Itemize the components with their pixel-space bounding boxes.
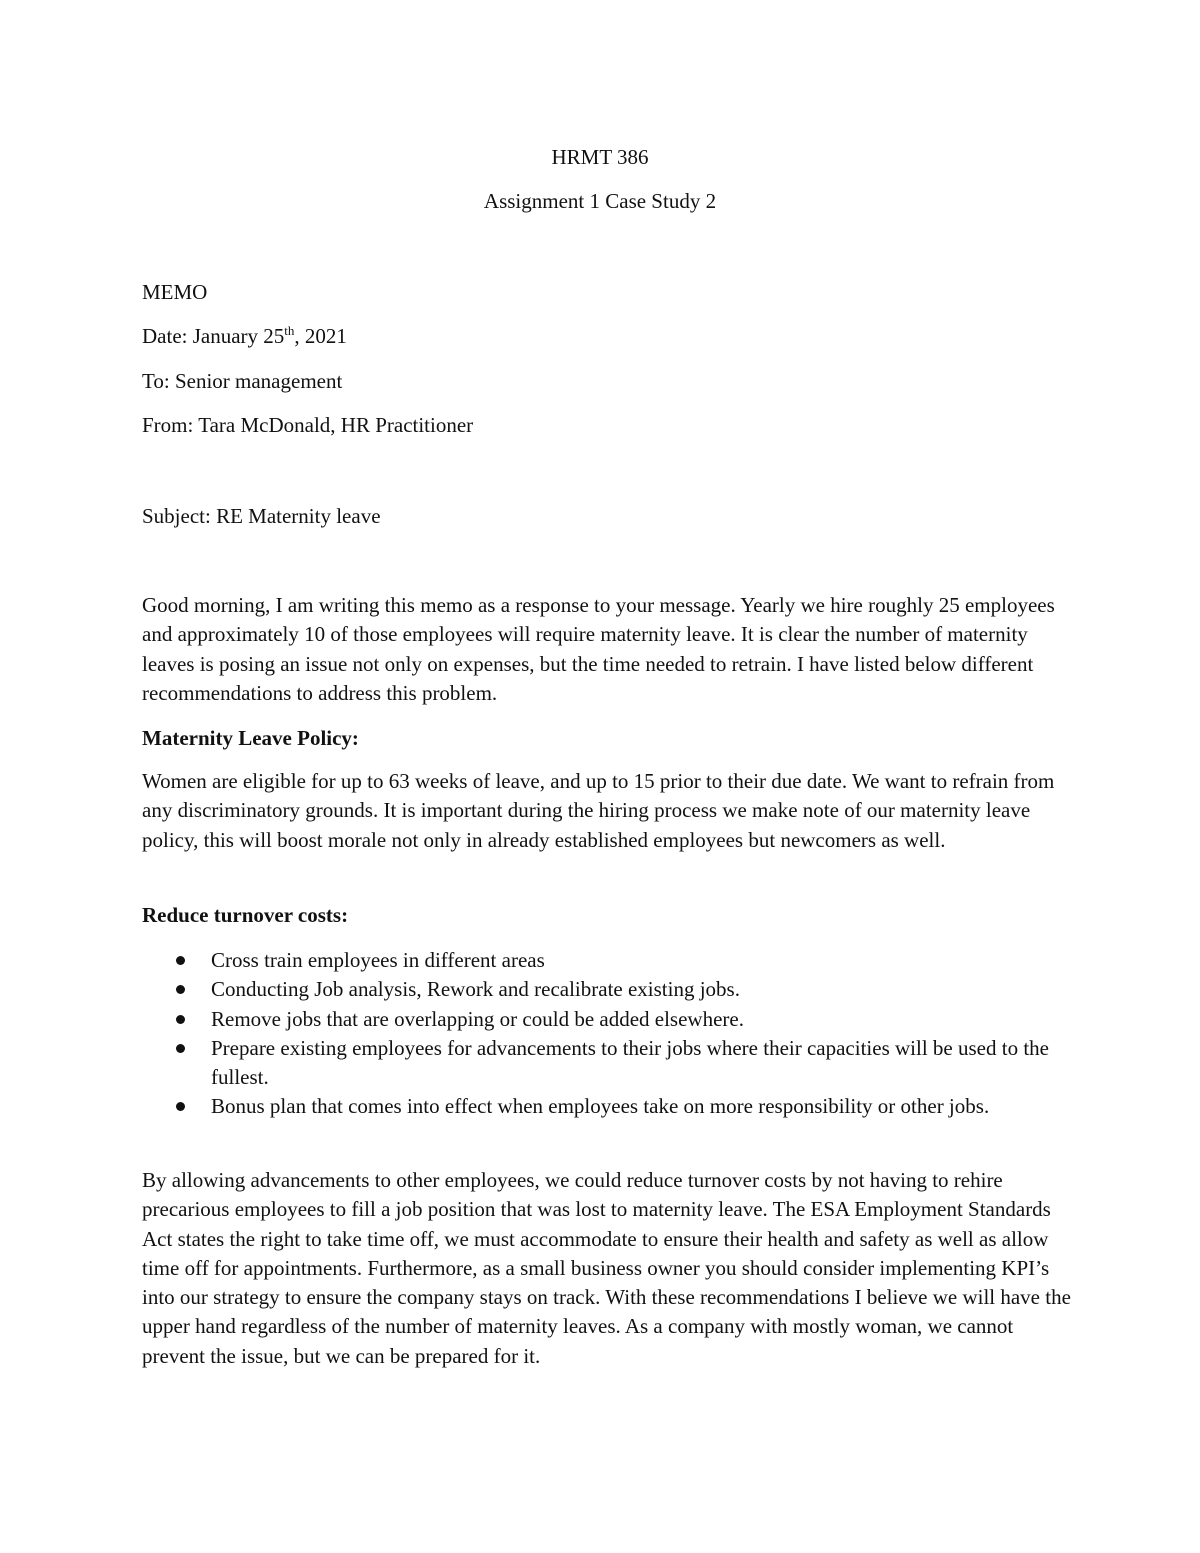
list-item xyxy=(142,1005,1061,1034)
memo-label: MEMO xyxy=(142,280,208,304)
memo-date xyxy=(142,323,347,348)
course-code: HRMT 386 xyxy=(551,145,649,169)
memo-date-sup: th xyxy=(284,323,295,338)
list-item xyxy=(142,1092,1061,1121)
bullet-icon xyxy=(176,1044,185,1053)
bullet-icon xyxy=(176,1102,185,1111)
memo-from: From: Tara McDonald, HR Practitioner xyxy=(142,413,474,437)
turnover-heading: Reduce turnover costs: xyxy=(142,903,349,927)
conclusion-paragraph: By allowing advancements to other employees, we could reduce turnover costs by not having to rehire precarious employees to fill a job position that was lost to maternity leave. The ESA Employment Standards Act states the right to take time off, we must accommodate to ensure their health and safety as well as allow time off for appointments. Furthermore, as a small business owner you should consider implementing KPI’s into our strategy to ensure the company stays on track. With these recommendations I believe we will have the upper hand regardless of the number of maternity leaves. As a company with mostly woman, we cannot prevent the issue, but we can be prepared for it. xyxy=(142,1168,1071,1368)
list-item-text: Cross train employees in different areas xyxy=(211,948,545,972)
intro-paragraph: Good morning, I am writing this memo as a response to your message. Yearly we hire roughly 25 employees and approximately 10 of those employees will require maternity leave. It is clear the number of maternity leaves is posing an issue not only on expenses, but the time needed to retrain. I have listed below different recommendations to address this problem. xyxy=(142,593,1055,705)
policy-heading: Maternity Leave Policy: xyxy=(142,726,359,750)
memo-subject: Subject: RE Maternity leave xyxy=(142,504,381,528)
list-item-text: Conducting Job analysis, Rework and recalibrate existing jobs. xyxy=(211,977,740,1002)
list-item xyxy=(142,946,1061,975)
bullet-icon xyxy=(176,956,185,965)
memo-date-suffix: , 2021 xyxy=(294,324,347,348)
turnover-list xyxy=(142,946,1072,1122)
list-item-text: Prepare existing employees for advancements to their jobs where their capacities will be used to the fullest. xyxy=(211,1035,1049,1090)
list-item-text: Bonus plan that comes into effect when employees take on more responsibility or other jobs. xyxy=(211,1094,990,1119)
policy-paragraph: Women are eligible for up to 63 weeks of leave, and up to 15 prior to their due date. We want to refrain from any discriminatory grounds. It is important during the hiring process we make note of our maternity leave policy, this will boost morale not only in already established employees but newcomers as well. xyxy=(142,769,1055,852)
memo-date-prefix: Date: January 25 xyxy=(142,324,285,348)
bullet-icon xyxy=(176,1015,185,1024)
list-item xyxy=(142,1034,1061,1093)
list-item-text: Remove jobs that are overlapping or could be added elsewhere. xyxy=(211,1006,744,1031)
assignment-title: Assignment 1 Case Study 2 xyxy=(483,189,717,213)
memo-to: To: Senior management xyxy=(142,369,343,393)
list-item xyxy=(142,975,1061,1004)
bullet-icon xyxy=(176,985,185,994)
